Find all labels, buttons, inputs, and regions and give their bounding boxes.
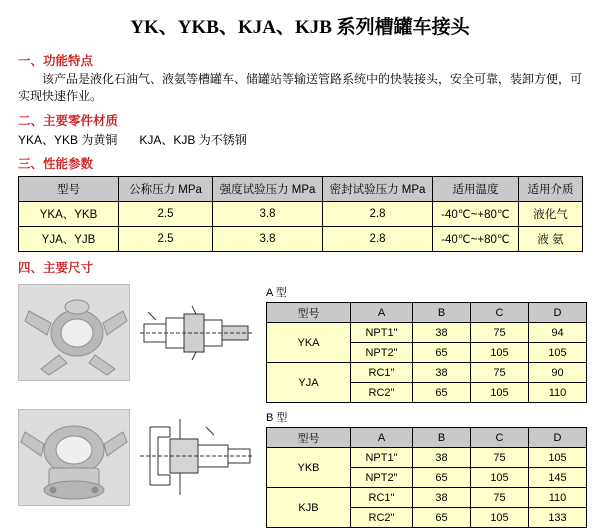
- figures-area: [0, 284, 600, 528]
- perf-cell: YKA、YKB: [19, 202, 119, 227]
- type-b-table: [266, 427, 587, 528]
- type-b-cell: 75: [471, 448, 529, 468]
- type-b-cell: 75: [471, 488, 529, 508]
- type-b-header-cell: 型号: [267, 428, 351, 448]
- type-a-header-cell: C: [471, 303, 529, 323]
- type-b-table-wrap: [266, 409, 587, 528]
- perf-header-cell: 适用温度: [433, 177, 519, 202]
- perf-cell: 2.5: [119, 227, 213, 252]
- drawing-b-graphic: [136, 409, 256, 504]
- type-b-cell: 38: [413, 488, 471, 508]
- drawing-a-graphic: [136, 284, 256, 379]
- table-row: [267, 323, 587, 343]
- type-a-cell: 65: [413, 383, 471, 403]
- perf-cell: 3.8: [213, 202, 323, 227]
- type-a-cell: 38: [413, 323, 471, 343]
- type-b-cell: 105: [471, 508, 529, 528]
- type-b-label: B 型: [266, 412, 288, 424]
- type-a-table-wrap: [266, 284, 587, 403]
- perf-cell: YJA、YJB: [19, 227, 119, 252]
- type-a-cell: RC2": [351, 383, 413, 403]
- type-b-cell: 65: [413, 468, 471, 488]
- type-a-header-cell: B: [413, 303, 471, 323]
- table-row: [267, 363, 587, 383]
- type-b-header-cell: D: [529, 428, 587, 448]
- type-a-cell: 94: [529, 323, 587, 343]
- section-heading-features: 一、功能特点: [18, 54, 94, 68]
- type-a-cell: RC1": [351, 363, 413, 383]
- table-header-row: [267, 303, 587, 323]
- technical-drawing-b: [136, 409, 256, 504]
- perf-cell: -40℃~+80℃: [433, 227, 519, 252]
- section-heading-dimensions: 四、主要尺寸: [18, 261, 94, 275]
- table-row: [267, 488, 587, 508]
- page-title: YK、YKB、KJA、KJB 系列槽罐车接头: [130, 17, 470, 38]
- type-a-table: [266, 302, 587, 403]
- type-a-label: A 型: [266, 287, 287, 299]
- type-b-cell: 65: [413, 508, 471, 528]
- type-b-header-cell: A: [351, 428, 413, 448]
- type-a-cell: NPT1": [351, 323, 413, 343]
- type-a-cell: 105: [471, 343, 529, 363]
- type-a-cell: 110: [529, 383, 587, 403]
- type-b-cell: 145: [529, 468, 587, 488]
- type-b-group-cell: YKB: [267, 448, 351, 488]
- material-text-a: YKA、YKB 为黄铜: [18, 133, 118, 147]
- section-heading-performance: 三、性能参数: [18, 157, 94, 171]
- type-b-cell: RC1": [351, 488, 413, 508]
- type-a-cell: 75: [471, 323, 529, 343]
- table-row: [19, 202, 583, 227]
- perf-header-cell: 适用介质: [519, 177, 583, 202]
- type-a-cell: 90: [529, 363, 587, 383]
- type-b-cell: 38: [413, 448, 471, 468]
- perf-cell: 液化气: [519, 202, 583, 227]
- technical-drawing-a: [136, 284, 256, 379]
- type-a-header-cell: A: [351, 303, 413, 323]
- type-b-cell: 105: [529, 448, 587, 468]
- type-a-cell: 105: [529, 343, 587, 363]
- table-header-row: [19, 177, 583, 202]
- type-b-cell: NPT2": [351, 468, 413, 488]
- table-row: [19, 227, 583, 252]
- material-line: [18, 131, 600, 148]
- perf-cell: 2.5: [119, 202, 213, 227]
- type-a-header-cell: D: [529, 303, 587, 323]
- photo-a-graphic: [19, 285, 129, 380]
- table-row: [267, 448, 587, 468]
- perf-cell: 2.8: [323, 227, 433, 252]
- type-b-cell: 133: [529, 508, 587, 528]
- perf-cell: 液 氨: [519, 227, 583, 252]
- row-type-b: [18, 409, 600, 528]
- type-a-group-cell: YKA: [267, 323, 351, 363]
- perf-header-cell: 型号: [19, 177, 119, 202]
- type-a-cell: 65: [413, 343, 471, 363]
- perf-header-cell: 强度试验压力 MPa: [213, 177, 323, 202]
- type-b-group-cell: KJB: [267, 488, 351, 528]
- type-a-header-cell: 型号: [267, 303, 351, 323]
- table-header-row: [267, 428, 587, 448]
- features-paragraph: 该产品是液化石油气、液氨等槽罐车、储罐站等输送管路系统中的快装接头，安全可靠，装卸方便，可实现快速作业。: [18, 72, 583, 103]
- product-photo-a: [18, 284, 130, 381]
- type-b-header-cell: B: [413, 428, 471, 448]
- perf-header-cell: 公称压力 MPa: [119, 177, 213, 202]
- type-a-cell: 75: [471, 363, 529, 383]
- type-b-cell: NPT1": [351, 448, 413, 468]
- type-a-cell: NPT2": [351, 343, 413, 363]
- type-b-cell: 110: [529, 488, 587, 508]
- photo-b-graphic: [19, 410, 129, 505]
- material-text-b: KJA、KJB 为不锈钢: [139, 133, 247, 147]
- perf-header-cell: 密封试验压力 MPa: [323, 177, 433, 202]
- type-a-cell: 38: [413, 363, 471, 383]
- perf-cell: 2.8: [323, 202, 433, 227]
- perf-cell: 3.8: [213, 227, 323, 252]
- row-type-a: [18, 284, 600, 403]
- type-b-cell: RC2": [351, 508, 413, 528]
- type-a-cell: 105: [471, 383, 529, 403]
- product-photo-b: [18, 409, 130, 506]
- performance-table: [18, 176, 583, 252]
- type-b-cell: 105: [471, 468, 529, 488]
- section-heading-material: 二、主要零件材质: [18, 114, 119, 128]
- type-b-header-cell: C: [471, 428, 529, 448]
- perf-cell: -40℃~+80℃: [433, 202, 519, 227]
- type-a-group-cell: YJA: [267, 363, 351, 403]
